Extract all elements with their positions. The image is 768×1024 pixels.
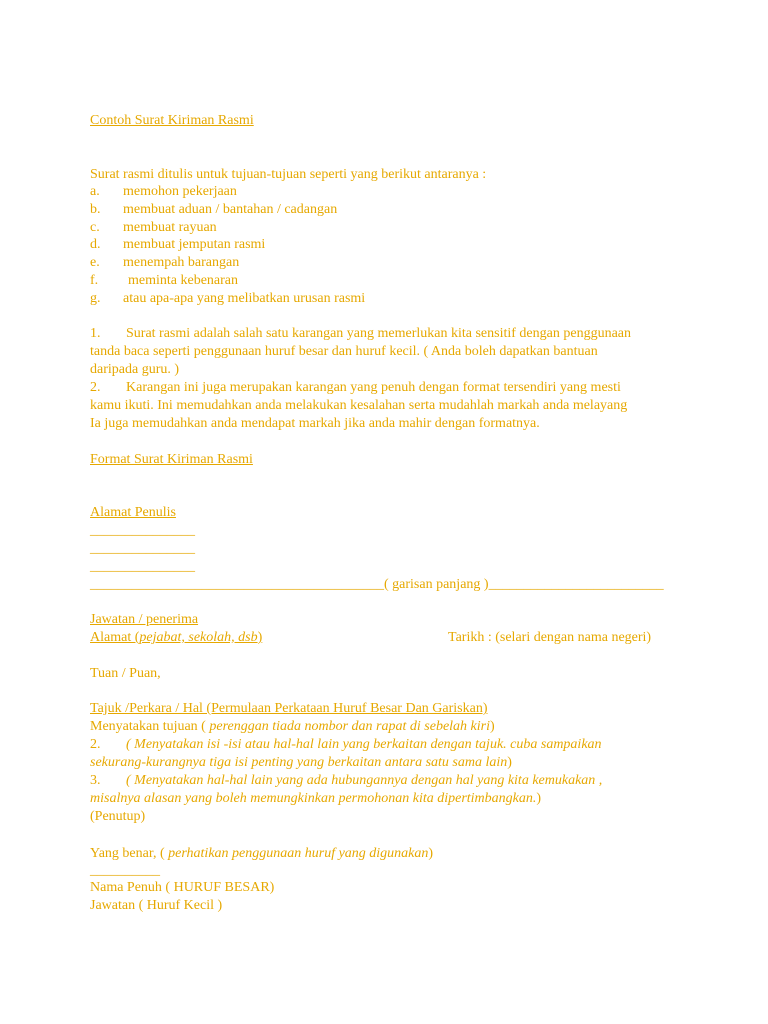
list-item xyxy=(90,236,265,254)
paragraph-3-cont xyxy=(90,790,541,808)
para2-text: sekurang-kurangnya tiga isi penting yang berkaitan antara satu sama lain xyxy=(90,755,508,770)
sincerely-line xyxy=(90,845,433,863)
list-item xyxy=(90,254,239,272)
list-item xyxy=(90,272,238,290)
list-item-text: membuat jemputan rasmi xyxy=(123,237,266,252)
note-line: Ia juga memudahkan anda mendapat markah jika anda mahir dengan formatnya. xyxy=(90,416,540,431)
sincerely-prefix: Yang benar, ( xyxy=(90,846,165,861)
document-title: Contoh Surat Kiriman Rasmi xyxy=(90,113,254,128)
para2-close: ) xyxy=(507,755,512,770)
recipient-label: Jawatan / penerima xyxy=(90,612,199,627)
address-close: ) xyxy=(257,630,263,645)
list-marker: b. xyxy=(90,202,101,217)
blank-line: _______________ xyxy=(90,541,195,556)
long-line-left: __________________________________________ xyxy=(90,577,384,592)
para1-prefix: Menyatakan tujuan ( xyxy=(90,719,206,734)
paragraph-2-cont xyxy=(90,754,512,772)
list-item-text: membuat rayuan xyxy=(123,220,217,235)
list-item-text: meminta kebenaran xyxy=(128,273,239,288)
sender-address-label: Alamat Penulis xyxy=(90,505,176,520)
list-item xyxy=(90,219,217,237)
closing-label: (Penutup) xyxy=(90,809,146,824)
address-label: Alamat ( xyxy=(90,630,140,645)
paragraph-3 xyxy=(90,772,602,790)
sincerely-suffix: ) xyxy=(428,846,434,861)
para3-text: ( Menyatakan hal-hal lain yang ada hubungannya dengan hal yang kita kemukakan , xyxy=(126,773,603,788)
date-label: Tarikh : (selari dengan nama negeri) xyxy=(448,630,652,645)
para-number: 3. xyxy=(90,773,101,788)
full-name: Nama Penuh ( HURUF BESAR) xyxy=(90,880,275,895)
list-item-text: atau apa-apa yang melibatkan urusan rasmi xyxy=(123,291,366,306)
note-number: 1. xyxy=(90,326,101,341)
para2-text: ( Menyatakan isi -isi atau hal-hal lain yang berkaitan dengan tajuk. cuba sampaikan xyxy=(126,737,602,752)
blank-line: _______________ xyxy=(90,559,195,574)
note-paragraph-1 xyxy=(90,325,631,343)
list-item-text: memohon pekerjaan xyxy=(123,184,237,199)
list-item xyxy=(90,290,365,308)
para1-note: perenggan tiada nombor dan rapat di sebelah kiri xyxy=(205,719,490,734)
note-line: tanda baca seperti penggunaan huruf besar dan huruf kecil. ( Anda boleh dapatkan bantuan xyxy=(90,344,598,359)
list-marker: d. xyxy=(90,237,101,252)
long-line-label: ( garisan panjang ) xyxy=(384,577,489,592)
paragraph-2 xyxy=(90,736,602,754)
para3-text: misalnya alasan yang boleh memungkinkan permohonan kita dipertimbangkan. xyxy=(90,791,537,806)
list-marker: a. xyxy=(90,184,100,199)
signature-line: __________ xyxy=(90,863,160,878)
subject-line: Tajuk /Perkara / Hal (Permulaan Perkataan Huruf Besar Dan Gariskan) xyxy=(90,701,488,716)
list-item-text: membuat aduan / bantahan / cadangan xyxy=(123,202,338,217)
list-marker: f. xyxy=(90,273,99,288)
list-marker: c. xyxy=(90,220,100,235)
note-number: 2. xyxy=(90,380,101,395)
recipient-address xyxy=(90,629,262,647)
list-item xyxy=(90,201,337,219)
list-marker: e. xyxy=(90,255,100,270)
para-number: 2. xyxy=(90,737,101,752)
sincerely-note: perhatikan penggunaan huruf yang digunakan xyxy=(164,846,429,861)
position: Jawatan ( Huruf Kecil ) xyxy=(90,898,223,913)
list-item xyxy=(90,183,237,201)
note-text: Surat rasmi adalah salah satu karangan yang memerlukan kita sensitif dengan penggunaan xyxy=(126,326,631,341)
note-text: Karangan ini juga merupakan karangan yang penuh dengan format tersendiri yang mesti xyxy=(126,380,621,395)
list-item-text: menempah barangan xyxy=(123,255,240,270)
salutation: Tuan / Puan, xyxy=(90,666,161,681)
note-paragraph-2 xyxy=(90,379,621,397)
section-title: Format Surat Kiriman Rasmi xyxy=(90,452,253,467)
para3-close: ) xyxy=(536,791,542,806)
long-line xyxy=(90,576,664,594)
para1-suffix: ) xyxy=(490,719,495,734)
address-note: pejabat, sekolah, dsb xyxy=(139,630,258,645)
list-marker: g. xyxy=(90,291,101,306)
paragraph-1 xyxy=(90,718,495,736)
blank-line: _______________ xyxy=(90,523,195,538)
note-line: kamu ikuti. Ini memudahkan anda melakukan kesalahan serta mudahlah markah anda melayang xyxy=(90,398,628,413)
intro-text: Surat rasmi ditulis untuk tujuan-tujuan seperti yang berikut antaranya : xyxy=(90,167,487,182)
note-line: daripada guru. ) xyxy=(90,362,180,377)
long-line-right: _________________________ xyxy=(488,577,664,592)
